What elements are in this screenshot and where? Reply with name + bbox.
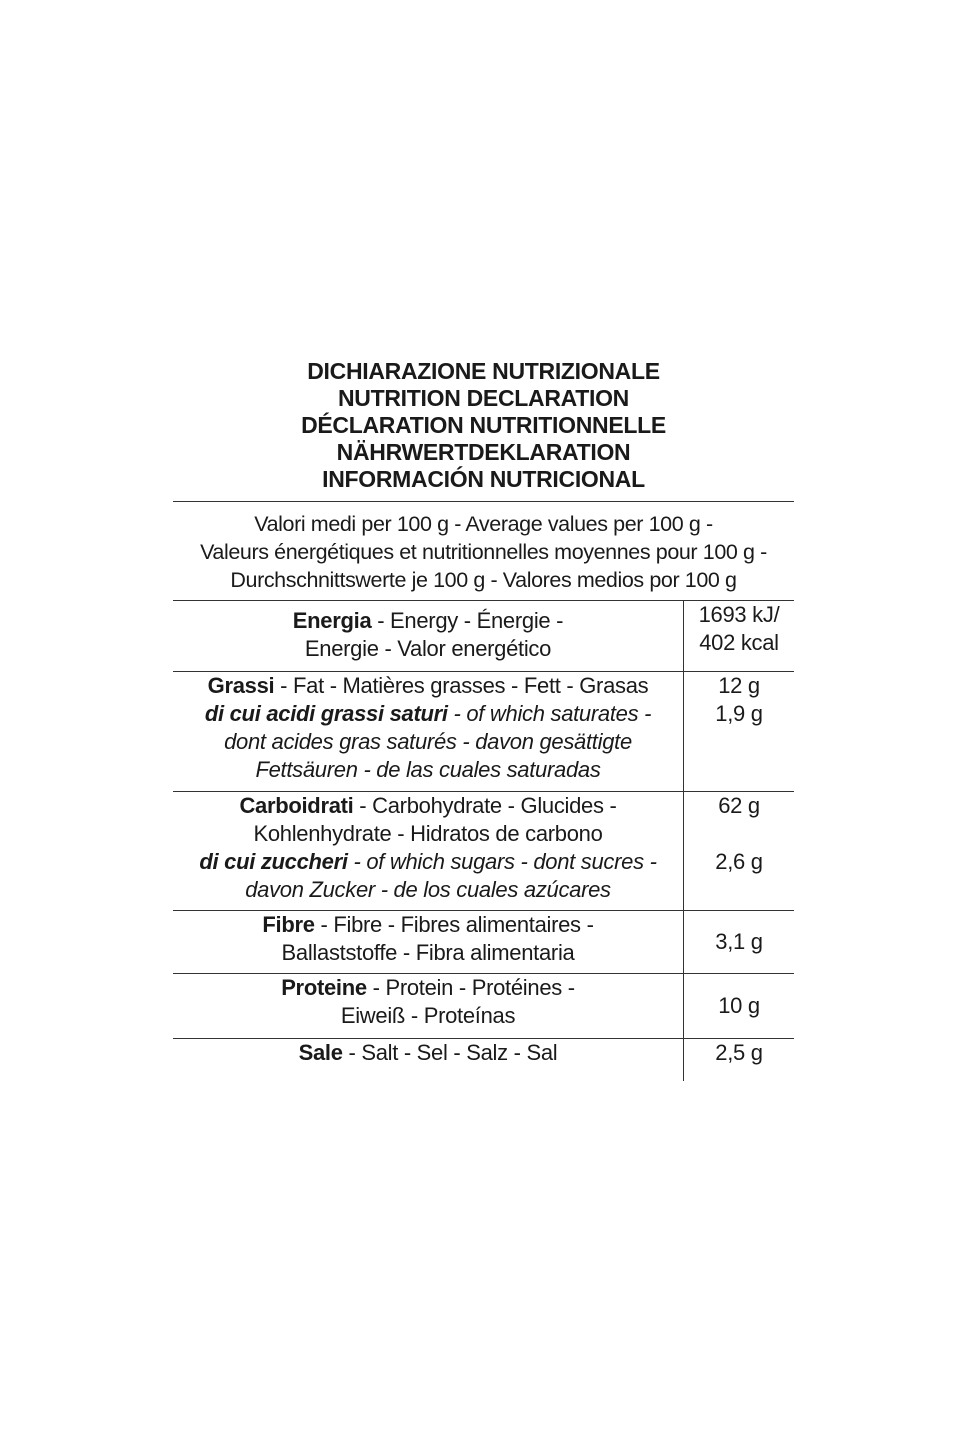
saturates-value: 1,9 g [715,701,763,726]
carbohydrate-translations: - Carbohydrate - Glucides - [353,793,617,818]
saturates-translations: - of which saturates - [447,701,652,726]
fat-description [173,672,684,792]
energy-kj: 1693 kJ/ [698,602,780,627]
protein-value: 10 g [684,974,795,1039]
table-row-protein [173,974,794,1039]
carbohydrate-translations-2: Kohlenhydrate - Hidratos de carbono [253,821,603,846]
saturates-translations-3: Fettsäuren - de las cuales saturadas [255,757,601,782]
average-values-note [173,502,794,601]
nutrition-table [173,601,794,1081]
salt-description [173,1039,684,1082]
protein-name: Proteine [281,975,367,1000]
title-en: NUTRITION DECLARATION [338,385,629,411]
table-row-salt [173,1039,794,1082]
sugars-value: 2,6 g [715,849,763,874]
fibre-translations: - Fibre - Fibres alimentaires - [314,912,594,937]
saturates-name: di cui acidi grassi saturi [204,701,448,726]
table-row-energy [173,601,794,672]
subtitle-line-3: Durchschnittswerte je 100 g - Valores medios por 100 g [230,568,737,592]
fat-value: 12 g [718,673,760,698]
fibre-value: 3,1 g [684,911,795,974]
protein-translations-2: Eiweiß - Proteínas [340,1003,516,1028]
carbohydrate-description [173,792,684,911]
nutrition-label [173,356,794,1081]
carbohydrate-value: 62 g [718,793,760,818]
table-row-carbohydrate [173,792,794,911]
energy-name: Energia [292,608,372,633]
title-de: NÄHRWERTDEKLARATION [336,439,631,465]
sugars-translations: - of which sugars - dont sucres - [347,849,657,874]
fat-translations: - Fat - Matières grasses - Fett - Grasas [274,673,649,698]
value-spacer [684,820,794,848]
subtitle-line-2: Valeurs énergétiques et nutritionnelles moyennes pour 100 g - [200,540,767,564]
protein-translations: - Protein - Protéines - [366,975,575,1000]
fibre-name: Fibre [262,912,315,937]
salt-name: Sale [298,1040,343,1065]
subtitle-line-1: Valori medi per 100 g - Average values per 100 g - [254,512,713,536]
carbohydrate-values [684,792,795,911]
saturates-translations-2: dont acides gras saturés - davon gesättigte [224,729,632,754]
title-fr: DÉCLARATION NUTRITIONNELLE [301,412,666,438]
fat-name: Grassi [207,673,275,698]
energy-description [173,601,684,672]
fibre-translations-2: Ballaststoffe - Fibra alimentaria [281,940,575,965]
table-row-fat [173,672,794,792]
sugars-name: di cui zuccheri [199,849,348,874]
energy-translations: - Energy - Énergie - [371,608,564,633]
title-it: DICHIARAZIONE NUTRIZIONALE [307,358,660,384]
protein-description [173,974,684,1039]
sugars-translations-2: davon Zucker - de los cuales azúcares [245,877,611,902]
fibre-description [173,911,684,974]
salt-translations: - Salt - Sel - Salz - Sal [342,1040,558,1065]
salt-value: 2,5 g [715,1040,763,1065]
energy-value [684,601,795,672]
energy-kcal: 402 kcal [699,630,779,655]
table-row-fibre [173,911,794,974]
carbohydrate-name: Carboidrati [239,793,354,818]
title-es: INFORMACIÓN NUTRICIONAL [322,466,645,492]
label-titles [173,356,794,502]
energy-translations-2: Energie - Valor energético [304,636,552,661]
fat-values [684,672,795,792]
